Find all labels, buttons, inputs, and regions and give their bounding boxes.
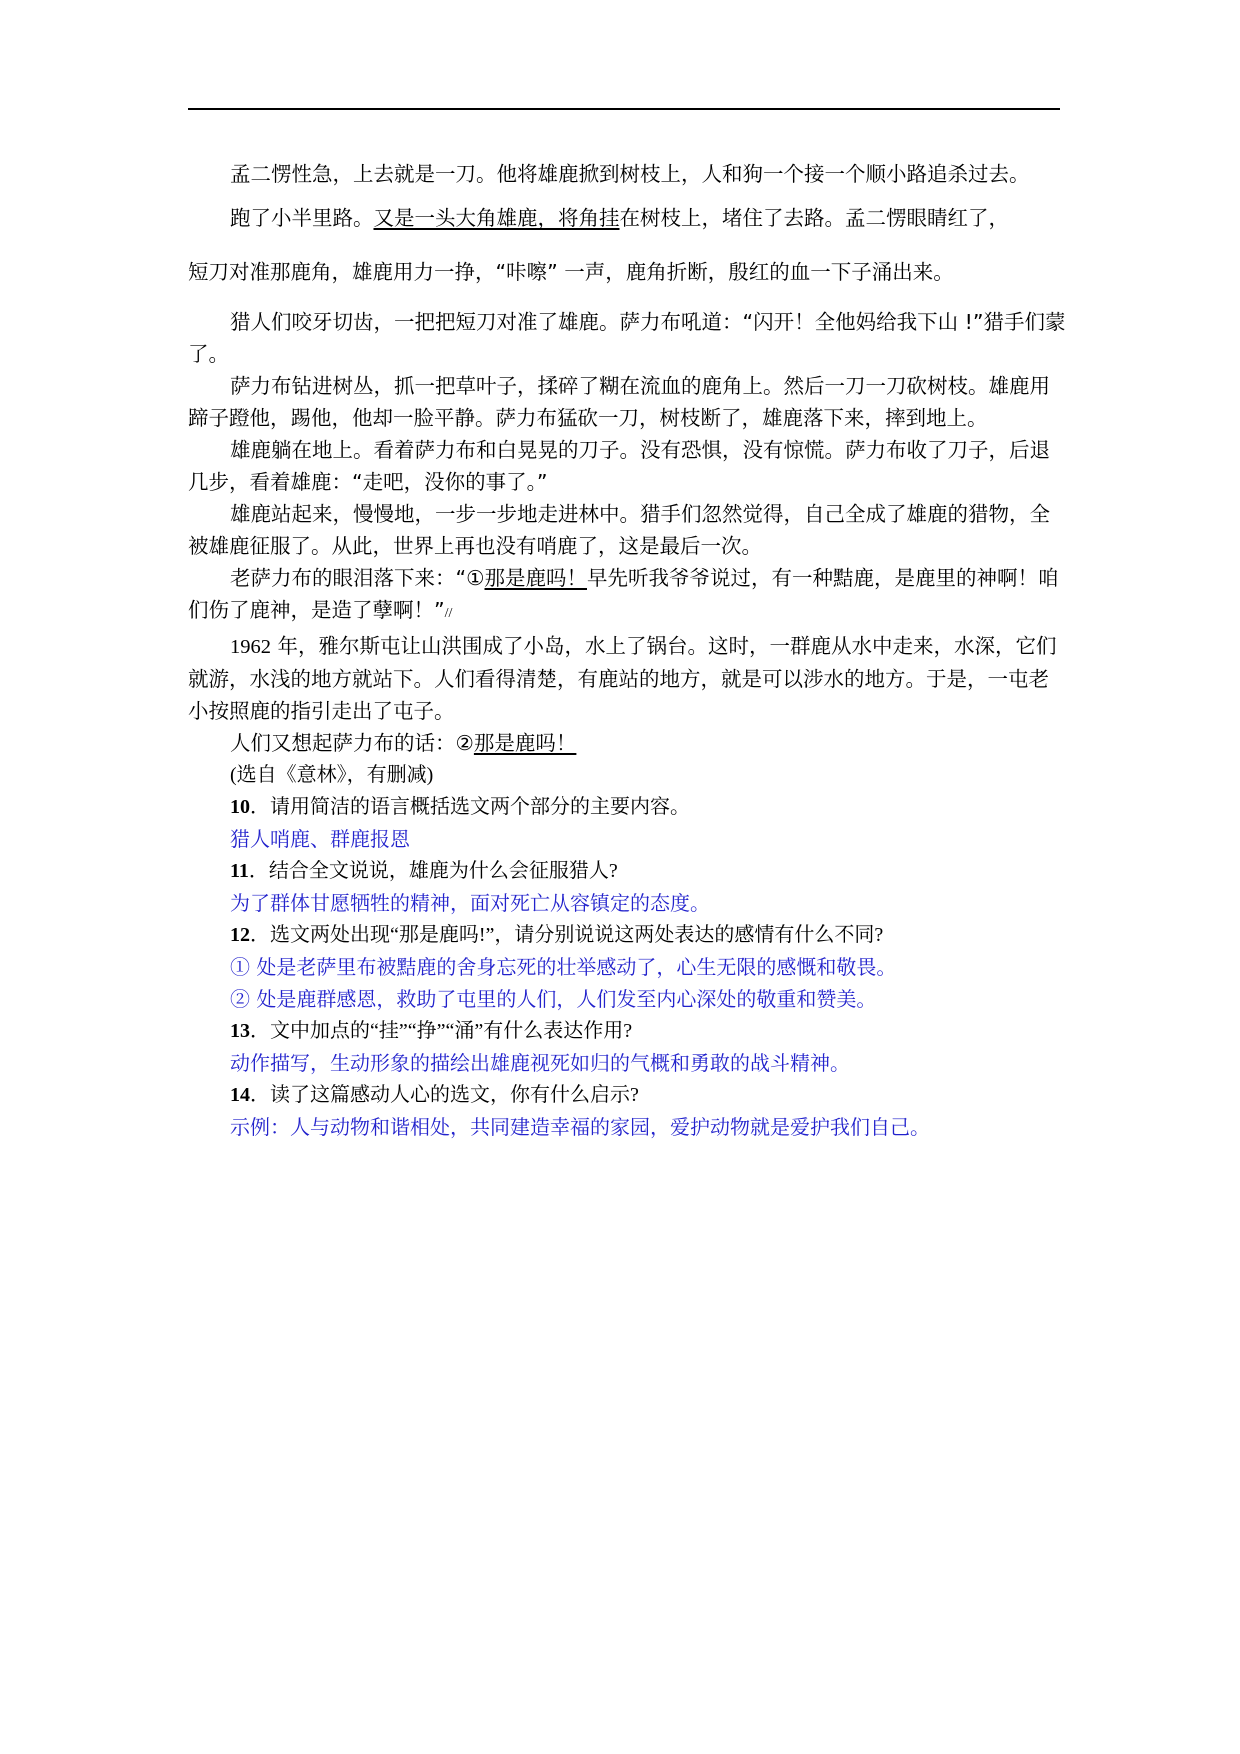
passage-paragraph-6: 雄鹿躺在地上。看着萨力布和白晃晃的刀子。没有恐惧，没有惊慌。萨力布收了刀子，后退几步，看着雄鹿：“走吧，没你的事了。” — [188, 438, 1050, 494]
underlined-phrase: 那是鹿吗！ — [484, 566, 587, 590]
passage-paragraph-8: 老萨力布的眼泪落下来：“①那是鹿吗！早先听我爷爷说过，有一种黠鹿，是鹿里的神啊！咱们伤了鹿神，是造了孽啊！”// — [188, 566, 1059, 622]
answer-10: 猎人哨鹿、群鹿报恩 — [230, 827, 410, 851]
paragraph-mark: // — [444, 606, 453, 621]
underlined-phrase: 那是鹿吗！ — [473, 731, 577, 755]
question-11: 11．结合全文说说，雄鹿为什么会征服猎人? — [230, 860, 618, 882]
answer-12-1: ① 处是老萨里布被黠鹿的舍身忘死的壮举感动了，心生无限的感慨和敬畏。 — [230, 955, 897, 979]
header-rule — [188, 108, 1060, 110]
answer-12-2: ② 处是鹿群感恩，救助了屯里的人们，人们发至内心深处的敬重和赞美。 — [230, 987, 877, 1011]
passage-paragraph-5: 萨力布钻进树丛，抓一把草叶子，揉碎了糊在流血的鹿角上。然后一刀一刀砍树枝。雄鹿用蹄子蹬他，踢他，他却一脸平静。萨力布猛砍一刀，树枝断了，雄鹿落下来，摔到地上。 — [188, 374, 1050, 430]
passage-paragraph-4: 猎人们咬牙切齿，一把把短刀对准了雄鹿。萨力布吼道：“闪开！全他妈给我下山 !”猎手们蒙了。 — [188, 310, 1066, 366]
underlined-phrase: 又是一头大角雄鹿，将角挂 — [373, 206, 620, 230]
passage-paragraph-10: 人们又想起萨力布的话：②那是鹿吗！ — [230, 731, 577, 755]
document-body — [188, 158, 1068, 1143]
passage-paragraph-1: 孟二愣性急，上去就是一刀。他将雄鹿掀到树枝上，人和狗一个接一个顺小路追杀过去。 — [230, 162, 1030, 186]
questions-section — [188, 791, 1068, 1143]
passage-paragraph-9: 1962 年，雅尔斯屯让山洪围成了小岛，水上了锅台。这时，一群鹿从水中走来，水深，它们就游，水浅的地方就站下。人们看得清楚，有鹿站的地方，就是可以涉水的地方。于是，一屯老小按照鹿的指引走出了屯子。 — [188, 634, 1057, 723]
answer-13: 动作描写，生动形象的描绘出雄鹿视死如归的气概和勇敢的战斗精神。 — [230, 1051, 850, 1075]
passage-paragraph-3: 短刀对准那鹿角，雄鹿用力一挣，“咔嚓” 一声，鹿角折断，殷红的血一下子涌出来。 — [188, 260, 954, 284]
question-12: 12．选文两处出现“那是鹿吗!”，请分别说说这两处表达的感情有什么不同? — [230, 924, 884, 946]
answer-11: 为了群体甘愿牺牲的精神，面对死亡从容镇定的态度。 — [230, 891, 710, 915]
passage-paragraph-7: 雄鹿站起来，慢慢地，一步一步地走进林中。猎手们忽然觉得，自己全成了雄鹿的猎物，全被雄鹿征服了。从此，世界上再也没有哨鹿了，这是最后一次。 — [188, 502, 1050, 558]
question-10: 10．请用简洁的语言概括选文两个部分的主要内容。 — [230, 796, 690, 818]
answer-14: 示例：人与动物和谐相处，共同建造幸福的家园，爱护动物就是爱护我们自己。 — [230, 1115, 930, 1139]
question-13: 13．文中加点的“挂”“挣”“涌”有什么表达作用? — [230, 1020, 633, 1042]
source-citation: (选自《意林》，有删减) — [230, 764, 434, 786]
passage-paragraph-2: 跑了小半里路。又是一头大角雄鹿，将角挂在树枝上，堵住了去路。孟二愣眼睛红了， — [230, 206, 1009, 230]
question-14: 14．读了这篇感动人心的选文，你有什么启示? — [230, 1084, 639, 1106]
